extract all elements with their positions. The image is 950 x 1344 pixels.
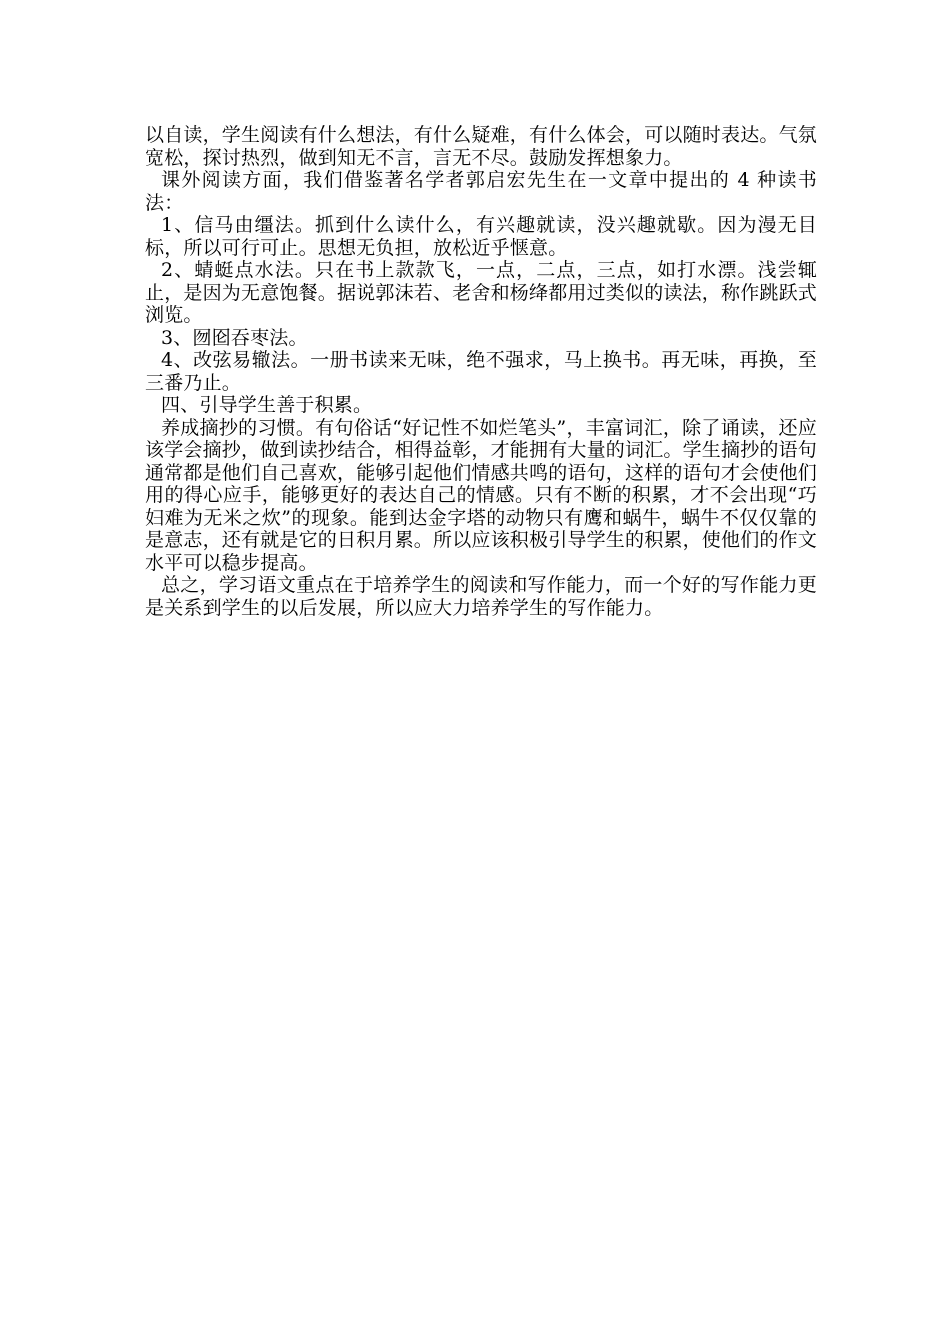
paragraph-method-4: 4、改弦易辙法。一册书读来无味，绝不强求，马上换书。再无味，再换，至三番乃止。 [145, 349, 817, 394]
paragraph-method-3: 3、囫囵吞枣法。 [161, 326, 308, 349]
paragraph-conclusion: 总之，学习语文重点在于培养学生的阅读和写作能力，而一个好的写作能力更是关系到学生的以后发展，所以应大力培养学生的写作能力。 [145, 574, 817, 619]
paragraph-excerpting-habit: 养成摘抄的习惯。有句俗话“好记性不如烂笔头”，丰富词汇，除了诵读，还应该学会摘抄，做到读抄结合，相得益彰，才能拥有大量的词汇。学生摘抄的语句通常都是他们自己喜欢，能够引起他们情感共鸣的语句，这样的语句才会使他们用的得心应手，能够更好的表达自己的情感。只有不断的积累，才不会出现“巧妇难为无米之炊”的现象。能到达金字塔的动物只有鹰和蜗牛，蜗牛不仅仅靠的是意志，还有就是它的日积月累。所以应该积极引导学生的积累，使他们的作文水平可以稳步提高。 [145, 416, 818, 574]
paragraph-self-reading: 以自读，学生阅读有什么想法，有什么疑难，有什么体会，可以随时表达。气氛宽松，探讨热烈，做到知无不言，言无不尽。鼓励发挥想象力。 [145, 124, 818, 169]
section-heading-accumulation: 四、引导学生善于积累。 [161, 394, 373, 416]
paragraph-method-1: 1、信马由缰法。抓到什么读什么，有兴趣就读，没兴趣就歇。因为漫无目标，所以可行可止。思想无负担，放松近乎惬意。 [145, 214, 817, 259]
paragraph-extracurricular-reading: 课外阅读方面，我们借鉴著名学者郭启宏先生在一文章中提出的 4 种读书法： [145, 169, 817, 214]
document-page [145, 124, 817, 619]
paragraph-method-2: 2、蜻蜓点水法。只在书上款款飞，一点，二点，三点，如打水漂。浅尝辄止，是因为无意饱餐。据说郭沫若、老舍和杨绛都用过类似的读法，称作跳跃式浏览。 [145, 259, 818, 326]
